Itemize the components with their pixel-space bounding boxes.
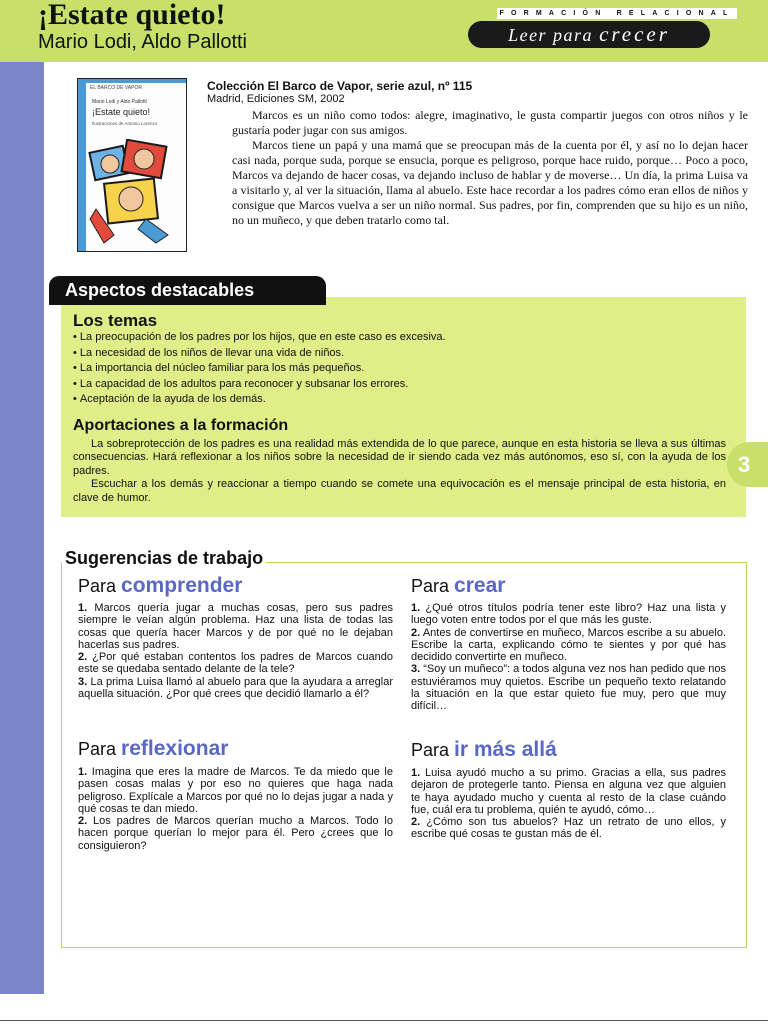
item-number: 2.	[78, 815, 88, 828]
comprender-item	[78, 602, 393, 651]
para-label: Para	[78, 739, 117, 759]
reflexionar-item	[78, 766, 393, 815]
cover-authors: Mario Lodi y Aldo Pallotti	[92, 99, 147, 105]
item-text: Marcos quería jugar a muchas cosas, pero sus padres siempre le veían algún problema. Haz una lista de todas las cosas que quería hacer Marcos y de por qué no le dejaban hacerlas sus padres.	[78, 602, 393, 651]
item-number: 1.	[411, 767, 421, 779]
item-number: 1.	[78, 766, 88, 778]
aportaciones-paragraph: La sobreprotección de los padres es una realidad más extendida de lo que parece, aunque en esta historia se lleva a sus últimas consecuencias. Hará reflexionar a los niños sobre la necesidad de ir siendo cada vez más autónomos, eso sí, con la ayuda de los padres.	[73, 438, 726, 477]
item-number: 1.	[411, 602, 421, 614]
item-number: 2.	[411, 816, 421, 829]
item-text: “Soy un muñeco”: a todos alguna vez nos han pedido que nos estuviéramos muy quietos. Escribe un pequeño texto relatando la situación en la que estar quieto fue muy, pero que muy difícil…	[411, 663, 726, 713]
ir-mas-alla-item	[411, 767, 726, 816]
series-badge-prefix: Leer para	[508, 25, 594, 45]
para-label: Para	[411, 576, 450, 596]
book-cover-image	[77, 78, 187, 252]
ir-mas-alla-heading	[411, 738, 557, 762]
item-number: 2.	[411, 626, 421, 639]
temas-item: • La necesidad de los niños de llevar una vida de niños.	[73, 346, 446, 362]
temas-item: • Aceptación de la ayuda de los demás.	[73, 392, 446, 408]
item-number: 3.	[411, 663, 421, 676]
book-title: ¡Estate quieto!	[38, 0, 226, 31]
footer-rule	[0, 1020, 768, 1021]
aportaciones-paragraph: Escuchar a los demás y reaccionar a tiempo cuando se comete una equivocación es el mensaje principal de esta historia, en clave de humor.	[73, 478, 726, 504]
ir-mas-alla-text	[411, 767, 726, 841]
item-text: Luisa ayudó mucho a su primo. Gracias a ella, sus padres dejaron de protegerle tanto. Piensa en alguna vez que alguien te haya ayudado mucho y cuenta al resto de la clase cuándo fue, cuál era tu problema, quién te ayudó, cómo…	[411, 767, 726, 816]
edition-info: Madrid, Ediciones SM, 2002	[207, 93, 345, 105]
item-number: 2.	[78, 651, 88, 664]
item-number: 3.	[78, 675, 88, 688]
reflexionar-text	[78, 766, 393, 852]
item-text: Imagina que eres la madre de Marcos. Te da miedo que le pasen cosas malas y por eso no quieres que haga nada peligroso. Explícale a Marcos por qué no lo dejas jugar a nada y qué cosas te dan miedo.	[78, 766, 393, 815]
item-text: Antes de convertirse en muñeco, Marcos escribe a su abuelo. Escribe la carta, explicando cómo te sientes y por qué has decidido convertirte en muñeco.	[411, 626, 727, 664]
crear-item	[411, 663, 726, 712]
side-color-bar	[0, 62, 44, 994]
book-synopsis	[232, 108, 748, 228]
item-text: La prima Luisa llamó al abuelo para que la ayudara a arreglar aquella situación. ¿Por qué crees que decidió llamarlo a él?	[78, 675, 393, 701]
crear-item	[411, 627, 726, 664]
comprender-item	[78, 651, 393, 676]
suggestions-heading: Sugerencias de trabajo	[62, 548, 266, 569]
aportaciones-heading: Aportaciones a la formación	[73, 417, 289, 434]
collection-info: Colección El Barco de Vapor, serie azul, nº 115	[207, 79, 473, 93]
reflexionar-label: reflexionar	[121, 737, 229, 760]
reflexionar-item	[78, 815, 393, 852]
reflexionar-heading	[78, 737, 228, 761]
comprender-item	[78, 676, 393, 701]
item-text: ¿Por qué estaban contentos los padres de Marcos cuando este se quedaba sentado delante de la tele?	[78, 651, 393, 676]
crear-text	[411, 602, 726, 713]
chapter-number-tab: 3	[727, 442, 768, 487]
temas-list	[73, 330, 446, 408]
crear-item	[411, 602, 726, 627]
para-label: Para	[411, 740, 450, 760]
synopsis-paragraph: Marcos tiene un papá y una mamá que se preocupan más de la cuenta por él, y así no lo dejan hacer casi nada, porque suda, porque se ensucia, porque es peligroso, porque hace ruido, porque… Poco a poco, Marcos va dejando de hacer cosas, va dejando incluso de hablar y de moverse… Un día, la prima Luisa va a visitarlo y, al ver la situación, llama al abuelo. Este hace recordar a los padres cómo eran ellos de niños y consigue que Marcos vuelva a ser un niño normal. Sus padres, por fin, comprenden que su hijo es un niño, no un muñeco, y que deben tratarlo como tal.	[232, 138, 748, 227]
para-label: Para	[78, 576, 117, 596]
aspects-tab: Aspectos destacables	[49, 276, 326, 305]
series-badge-word: crecer	[599, 22, 670, 46]
cover-illustration	[86, 139, 182, 247]
comprender-heading	[78, 574, 242, 598]
temas-heading: Los temas	[73, 311, 158, 330]
section-tag: FORMACIÓN RELACIONAL	[497, 8, 737, 19]
item-text: ¿Qué otros títulos podría tener este libro? Haz una lista y luego voten entre todos por el que más les guste.	[411, 602, 726, 627]
comprender-label: comprender	[121, 574, 243, 597]
aportaciones-text	[73, 438, 726, 505]
comprender-text	[78, 602, 393, 700]
cover-illustrator: Ilustraciones de Antonio Lorenzo	[92, 121, 158, 126]
item-number: 1.	[78, 602, 88, 614]
temas-item: • La preocupación de los padres por los hijos, que en este caso es excesiva.	[73, 330, 446, 346]
series-badge	[468, 21, 710, 48]
item-text: ¿Cómo son tus abuelos? Haz un retrato de uno ellos, y escribe qué cosas te gustan más de él.	[411, 816, 726, 841]
cover-publisher: EL BARCO DE VAPOR	[90, 85, 142, 91]
crear-label: crear	[454, 574, 506, 597]
item-text: Los padres de Marcos querían mucho a Marcos. Todo lo hacen porque querían lo mejor para él. Pero ¿crees que lo consiguieron?	[78, 815, 393, 852]
crear-heading	[411, 574, 505, 598]
ir-mas-alla-item	[411, 816, 726, 841]
temas-item: • La capacidad de los adultos para reconocer y subsanar los errores.	[73, 377, 446, 393]
synopsis-paragraph: Marcos es un niño como todos: alegre, imaginativo, le gusta compartir juegos con otros niños y le gustaría poder jugar con sus amigos.	[232, 108, 748, 137]
book-authors: Mario Lodi, Aldo Pallotti	[38, 31, 248, 53]
cover-title: ¡Estate quieto!	[92, 107, 151, 117]
temas-item: • La importancia del núcleo familiar para los más pequeños.	[73, 361, 446, 377]
ir-mas-alla-label: ir más allá	[454, 738, 557, 761]
